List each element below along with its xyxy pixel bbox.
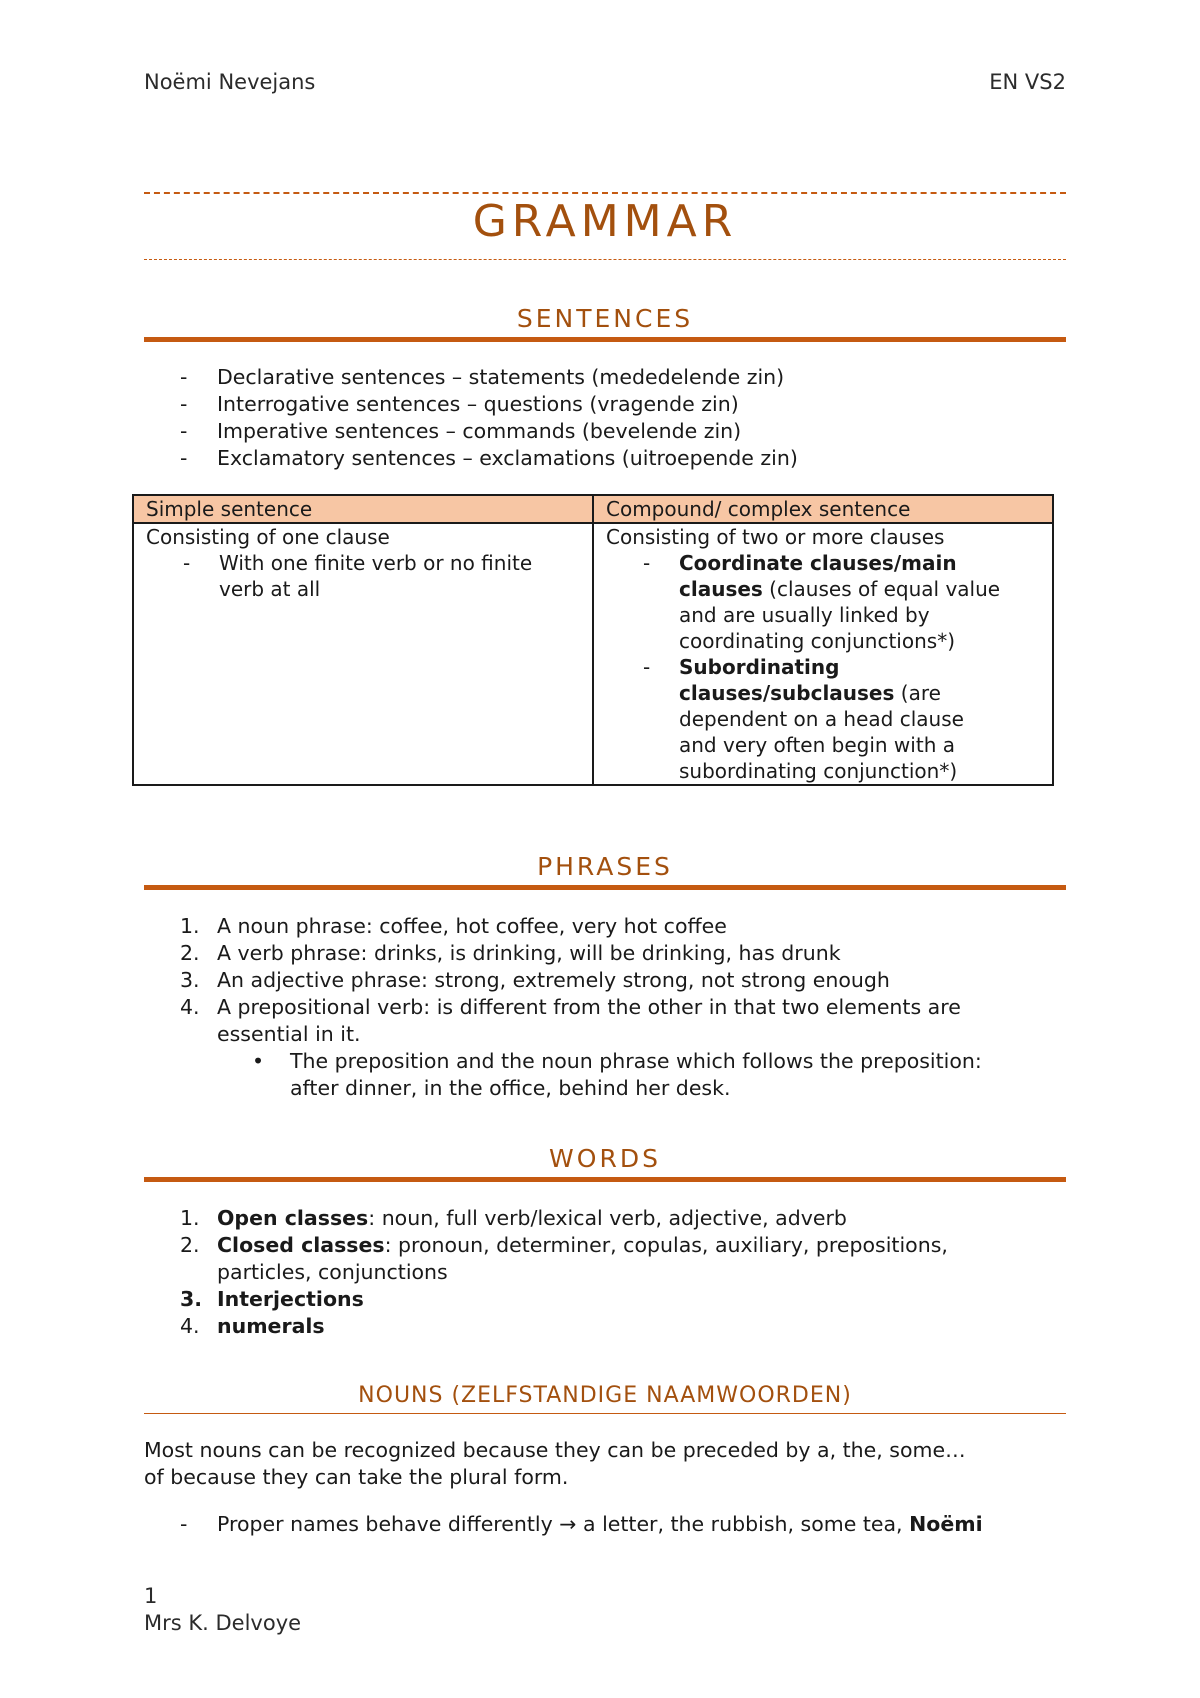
phrase-item: 3. An adjective phrase: strong, extremely strong, not strong enough [180, 968, 890, 992]
sentences-heading: SENTENCES [516, 304, 694, 333]
word-class-item: 2. Closed classes: pronoun, determiner, copulas, auxiliary, prepositions, particles, conjunctions [180, 1233, 948, 1284]
compound-cell [593, 523, 1053, 785]
words-heading: WORDS [549, 1144, 661, 1173]
sentence-type-item: - Declarative sentences – statements (mededelende zin) [180, 365, 785, 389]
page-number: 1 [144, 1584, 158, 1608]
col-simple-header: Simple sentence [133, 495, 593, 523]
compound-intro: Consisting of two or more clauses [606, 525, 945, 549]
nouns-item: - Proper names behave differently → a letter, the rubbish, some tea, Noëmi [180, 1512, 983, 1536]
simple-item: - With one finite verb or no finite verb at all [183, 551, 533, 601]
header-class: EN VS2 [989, 70, 1066, 94]
arrow-right-icon: → [559, 1512, 577, 1536]
word-class-item: 3. Interjections [180, 1287, 364, 1311]
phrase-item: 4. A prepositional verb: is different from the other in that two elements are essential in it. [180, 995, 961, 1046]
col-compound-header: Compound/ complex sentence [593, 495, 1053, 523]
sentence-table [132, 494, 1054, 786]
title-bottom-border [144, 259, 1066, 260]
coordinate-item: - Coordinate clauses/main clauses (clauses of equal value and are usually linked by coordinating conjunctions*) [643, 551, 1001, 653]
nouns-paragraph: Most nouns can be recognized because they can be preceded by a, the, some… of because they can take the plural form. [144, 1438, 966, 1489]
word-class-item: 1. Open classes: noun, full verb/lexical verb, adjective, adverb [180, 1206, 847, 1230]
page-title: GRAMMAR [472, 196, 738, 247]
words-rule [144, 1177, 1066, 1182]
sentences-rule [144, 337, 1066, 342]
phrases-rule [144, 885, 1066, 890]
simple-cell [133, 523, 593, 785]
sentence-type-item: - Exclamatory sentences – exclamations (uitroepende zin) [180, 446, 798, 470]
subordinating-item: - Subordinating clauses/subclauses (are dependent on a head clause and very often begin with a subordinating conjunction*) [643, 655, 964, 783]
title-top-border [144, 192, 1066, 194]
phrases-heading: PHRASES [537, 852, 673, 881]
simple-intro: Consisting of one clause [146, 525, 390, 549]
phrase-item: 1. A noun phrase: coffee, hot coffee, very hot coffee [180, 914, 727, 938]
phrase-item: 2. A verb phrase: drinks, is drinking, will be drinking, has drunk [180, 941, 841, 965]
footer-teacher: Mrs K. Delvoye [144, 1611, 302, 1635]
nouns-rule [144, 1413, 1066, 1414]
header-author: Noëmi Nevejans [144, 70, 316, 94]
sentence-type-item: - Imperative sentences – commands (bevelende zin) [180, 419, 742, 443]
nouns-heading: NOUNS (ZELFSTANDIGE NAAMWOORDEN) [358, 1383, 852, 1408]
sentence-type-item: - Interrogative sentences – questions (vragende zin) [180, 392, 739, 416]
word-class-item: 4. numerals [180, 1314, 325, 1338]
phrase-bullet: • The preposition and the noun phrase which follows the preposition: after dinner, in the office, behind her desk. [252, 1049, 982, 1100]
